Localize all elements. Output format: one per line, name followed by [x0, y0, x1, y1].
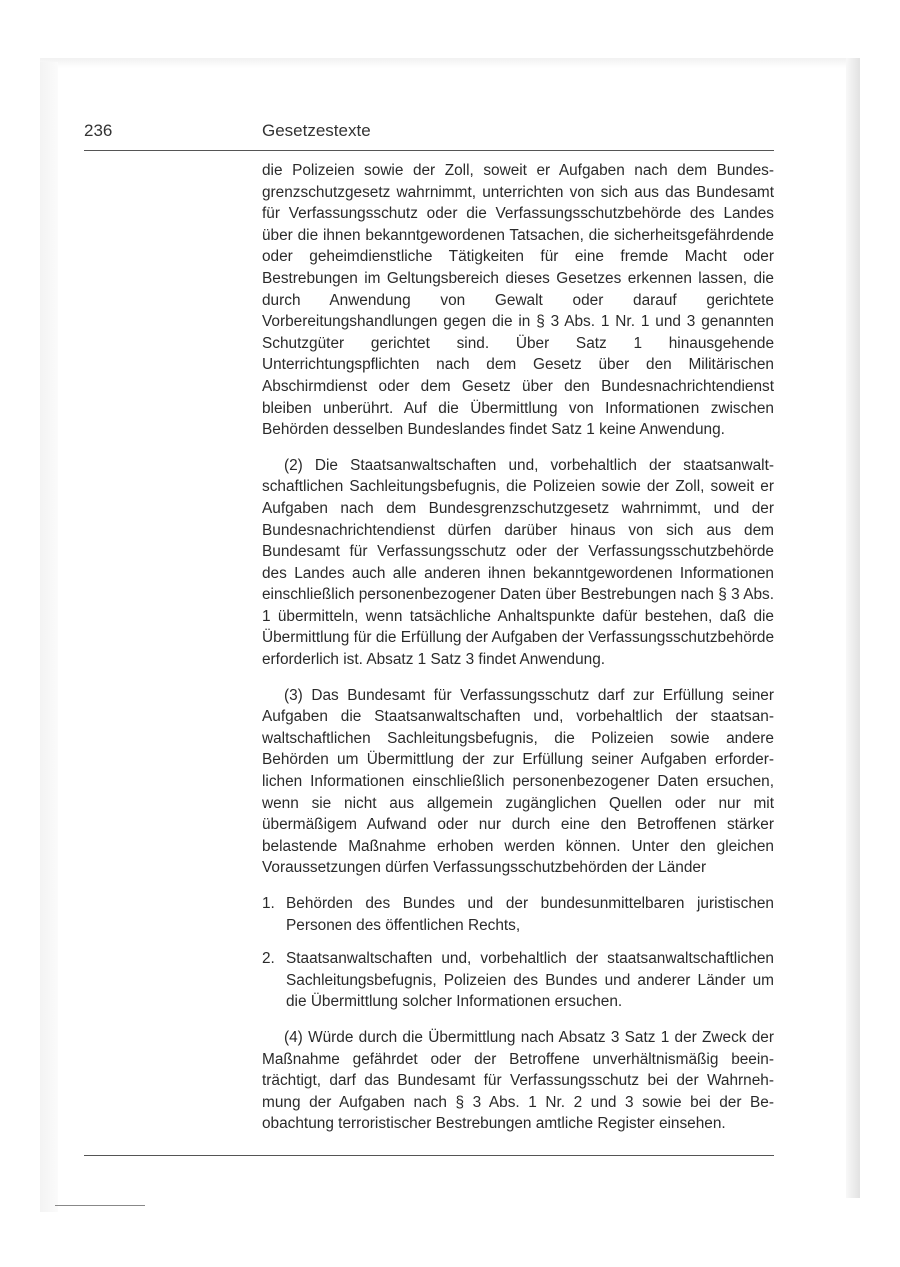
running-title: Gesetzestexte [262, 121, 371, 140]
list-item-number: 2. [262, 950, 275, 968]
page-header [84, 121, 774, 143]
list-item-text: Behörden des Bundes und der bundesunmittelbaren juristischen Personen des öffentlichen Rechts, [286, 895, 774, 934]
scan-margin-line [55, 1205, 145, 1206]
footer-rule [84, 1155, 774, 1156]
list-item [262, 948, 774, 1013]
scan-edge-shadow-left [40, 62, 58, 1212]
list-item [262, 893, 774, 936]
scan-edge-shadow-top [40, 58, 848, 68]
list-item-number: 1. [262, 895, 275, 912]
body-text [262, 160, 774, 1149]
scan-edge-shadow-right [846, 58, 860, 1198]
list-item-text: Staatsanwaltschaften und, vorbehaltlich der staatsanwaltschaftlichen Sachleitungsbefugnis, Polizeien des Bundes und anderer Länder um die Übermittlung solcher Informationen ersuchen. [286, 950, 774, 1011]
header-rule [84, 150, 774, 151]
paragraph-3: (3) Das Bundesamt für Verfassungsschutz darf zur Erfüllung seiner Aufgaben die Staatsanwaltschaften und, vorbehaltlich der staatsanwaltschaftlichen Sachleitungsbefugnis, die Polizeien sowie andere Behörden um Übermittlung der zur Erfüllung seiner Aufgaben erforderlichen Informationen einschließlich personenbezogener Daten ersuchen, wenn sie nicht aus allgemein zugänglichen Quellen oder nur mit übermäßigem Aufwand oder nur durch eine den Betroffenen stärker belastende Maßnahme erhoben werden können. Unter den gleichen Voraussetzungen dürfen Verfassungsschutzbehörden der Länder [262, 686, 774, 877]
enumerated-list [262, 893, 774, 1013]
page-number: 236 [84, 121, 113, 140]
paragraph-1-continuation: die Polizeien sowie der Zoll, soweit er Aufgaben nach dem Bundesgrenzschutzgesetz wahrnimmt, unterrichten von sich aus das Bundesamt für Verfassungsschutz oder die Verfassungsschutzbehörde des Landes über die ihnen bekanntgewordenen Tatsachen, die sicherheitsgefährdende oder geheimdienstliche Tätigkeiten für eine fremde Macht oder Bestrebungen im Geltungsbereich dieses Gesetzes erkennen lassen, die durch Anwendung von Gewalt oder darauf gerichtete Vorbereitungshandlungen gegen die in § 3 Abs. 1 Nr. 1 und 3 genannten Schutzgüter gerichtet sind. Über Satz 1 hinausgehende Unterrichtungspflichten nach dem Gesetz über den Militärischen Abschirmdienst oder dem Gesetz über den Bundesnachrichtendienst bleiben unberührt. Auf die Übermittlung von Informationen zwischen Behörden desselben Bundeslandes findet Satz 1 keine Anwendung. [262, 162, 774, 439]
paragraph-4: (4) Würde durch die Übermittlung nach Absatz 3 Satz 1 der Zweck der Maßnahme gefährdet oder der Betroffene unverhältnismäßig beeinträchtigt, darf das Bundesamt für Verfassungsschutz bei der Wahrnehmung der Aufgaben nach § 3 Abs. 1 Nr. 2 und 3 sowie bei der Beobachtung terroristischer Bestrebungen amtliche Register einsehen. [262, 1028, 774, 1133]
paragraph-2: (2) Die Staatsanwaltschaften und, vorbehaltlich der staatsanwaltschaftlichen Sachleitungsbefugnis, die Polizeien sowie der Zoll, soweit er Aufgaben nach dem Bundesgrenzschutzgesetz wahrnimmt, und der Bundesnachrichtendienst dürfen darüber hinaus von sich aus dem Bundesamt für Verfassungsschutz oder der Verfassungsschutzbehörde des Landes auch alle anderen ihnen bekanntgewordenen Informationen einschließlich personenbezogener Daten über Bestrebungen nach § 3 Abs. 1 übermitteln, wenn tatsächliche Anhaltspunkte dafür bestehen, daß die Übermittlung für die Erfüllung der Aufgaben der Verfassungsschutzbehörde erforderlich ist. Absatz 1 Satz 3 findet Anwendung. [262, 456, 774, 669]
